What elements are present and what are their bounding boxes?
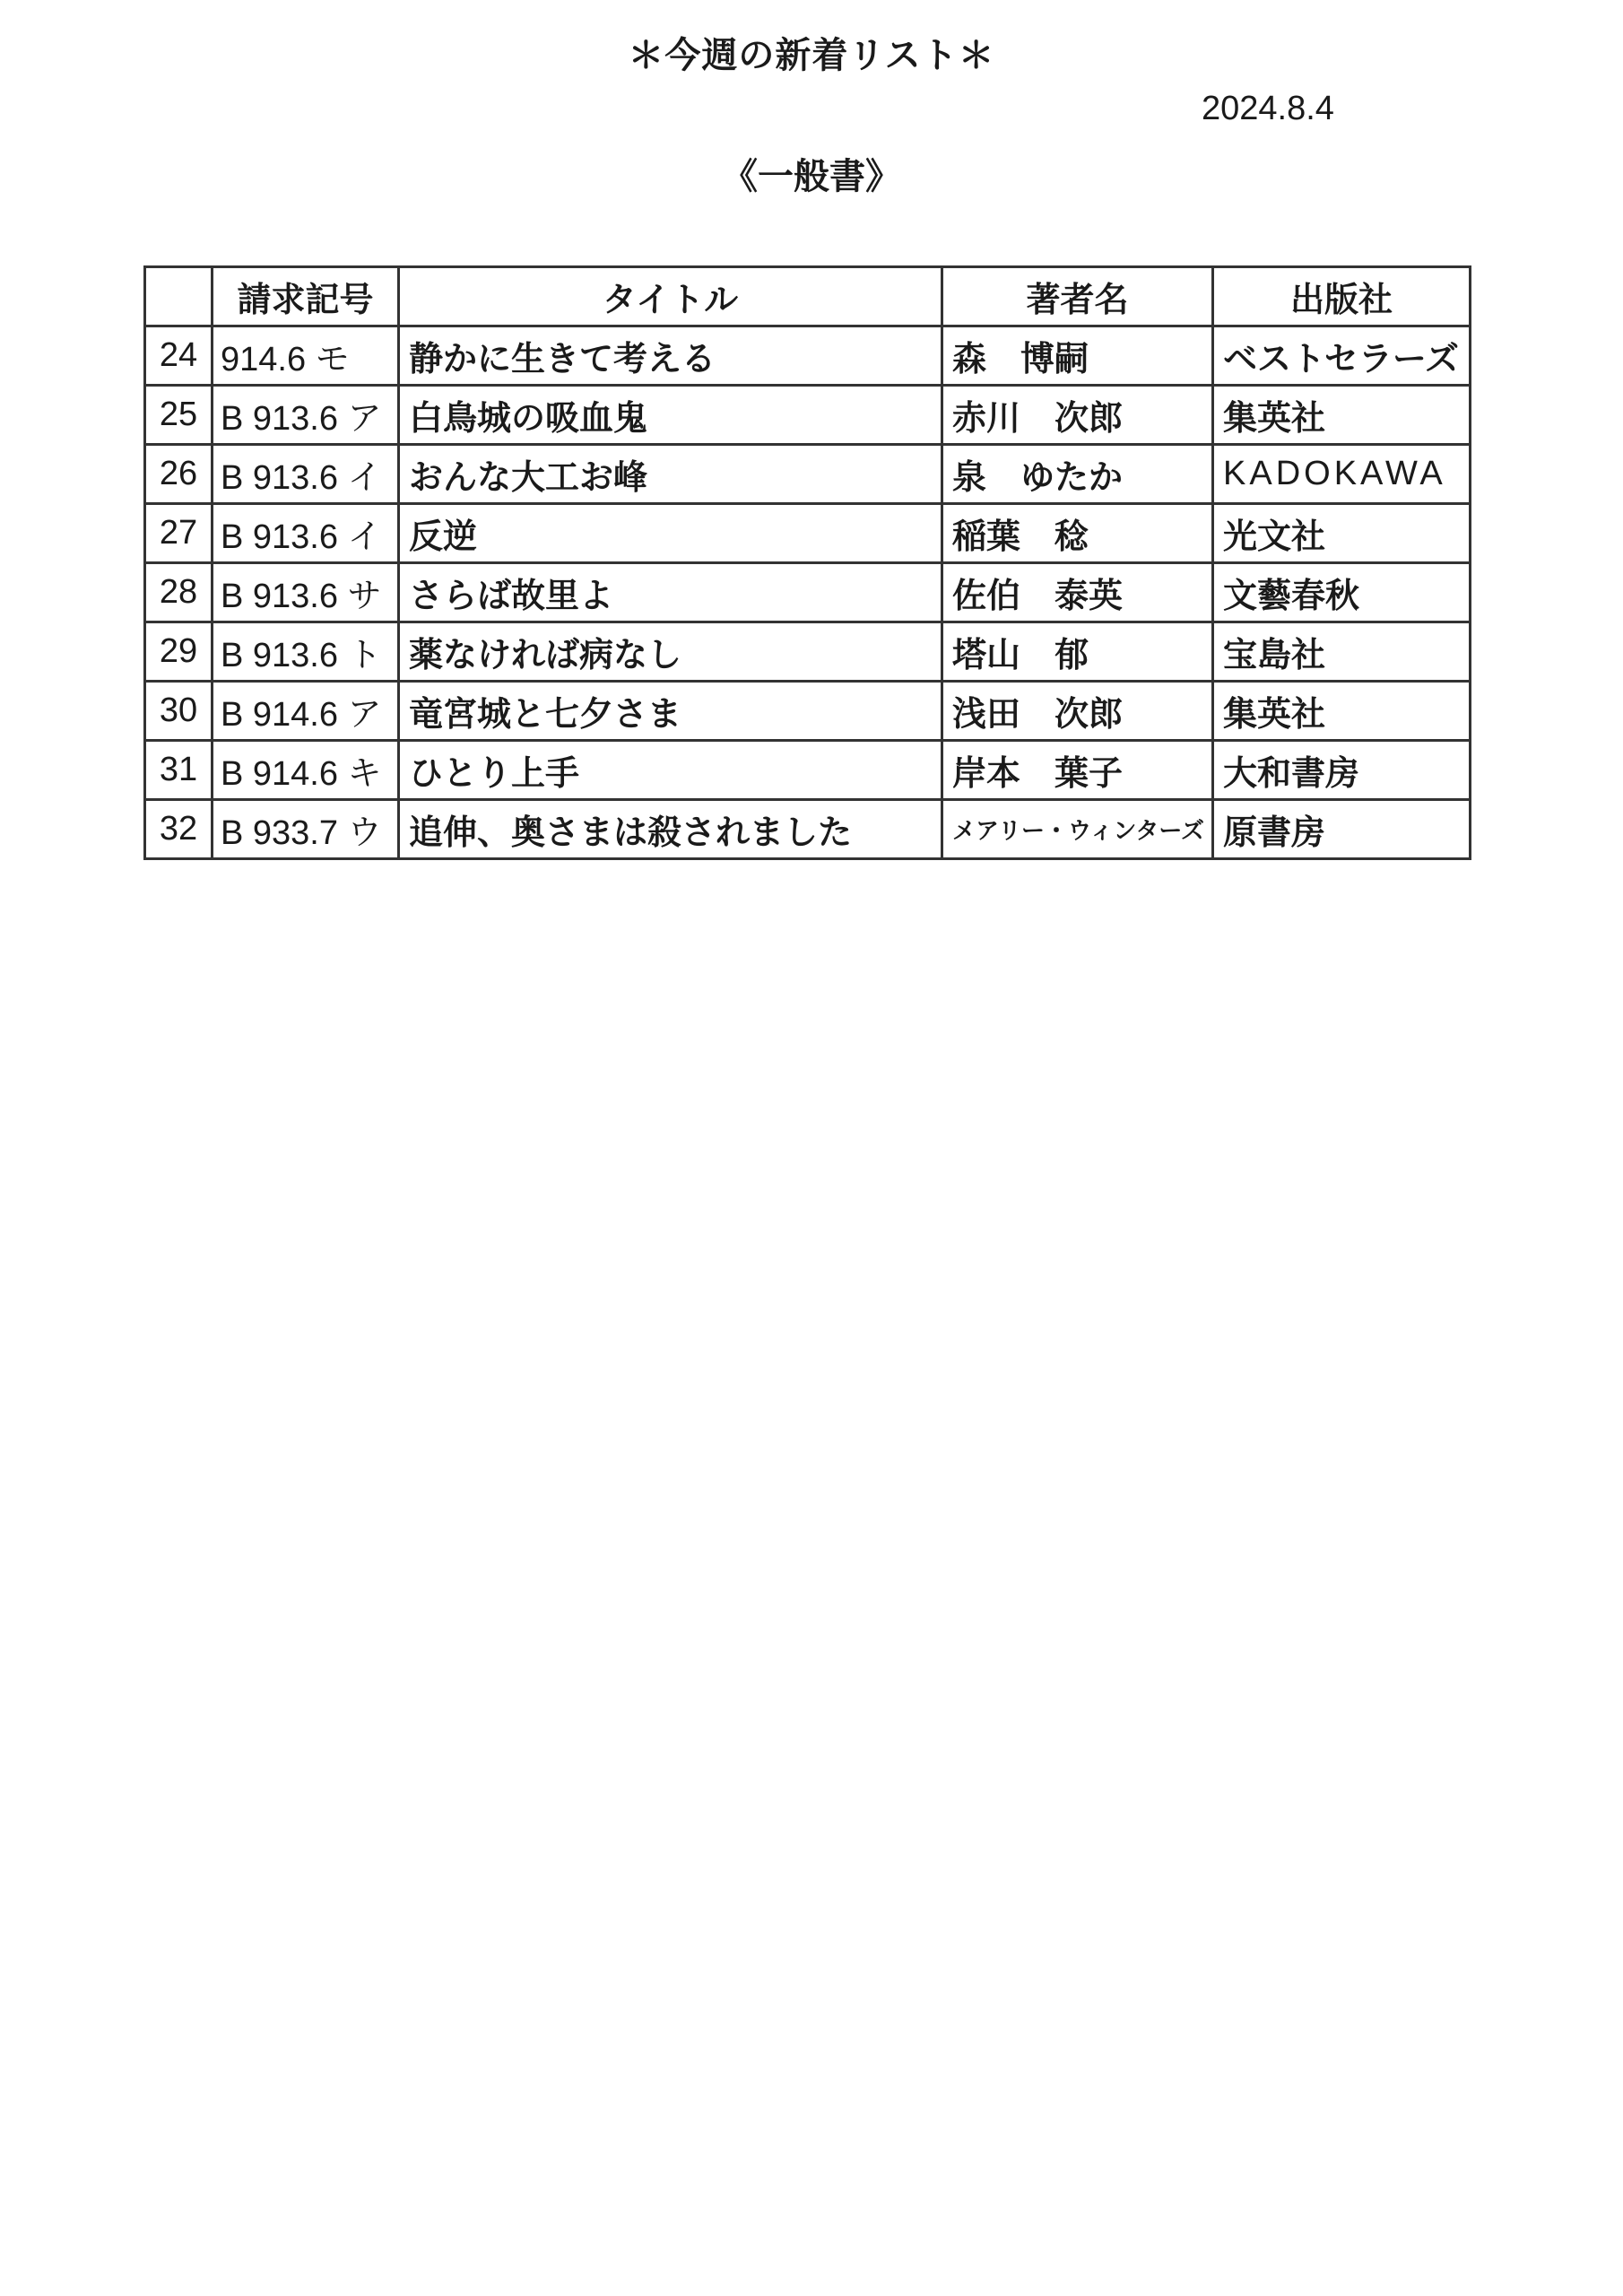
book-author: 塔山 郁: [942, 622, 1213, 682]
call-number: B 913.6 イ: [213, 445, 399, 504]
book-author: 佐伯 泰英: [942, 563, 1213, 622]
row-number: 28: [145, 563, 213, 622]
book-publisher: 原書房: [1213, 800, 1471, 859]
book-title: 追伸、奥さまは殺されました: [399, 800, 942, 859]
book-title: ひとり上手: [399, 741, 942, 800]
table-row: [145, 800, 1471, 859]
call-number: B 913.6 イ: [213, 504, 399, 563]
book-author: メアリー・ウィンターズ: [942, 800, 1213, 859]
book-title: 竜宮城と七夕さま: [399, 682, 942, 741]
row-number: 32: [145, 800, 213, 859]
table-row: [145, 445, 1471, 504]
book-title: さらば故里よ: [399, 563, 942, 622]
header-author: 著者名: [942, 267, 1213, 326]
header-number: [145, 267, 213, 326]
call-number: B 913.6 ア: [213, 386, 399, 445]
book-publisher: 集英社: [1213, 386, 1471, 445]
book-author: 赤川 次郎: [942, 386, 1213, 445]
row-number: 24: [145, 326, 213, 386]
section-title: 《一般書》: [722, 156, 901, 197]
table-row: [145, 622, 1471, 682]
book-author: 浅田 次郎: [942, 682, 1213, 741]
call-number: B 914.6 キ: [213, 741, 399, 800]
book-publisher: ベストセラーズ: [1213, 326, 1471, 386]
call-number: B 914.6 ア: [213, 682, 399, 741]
table-row: [145, 326, 1471, 386]
table-row: [145, 682, 1471, 741]
list-date: 2024.8.4: [1202, 90, 1334, 127]
header-publisher: 出版社: [1213, 267, 1471, 326]
row-number: 29: [145, 622, 213, 682]
book-publisher: KADOKAWA: [1213, 445, 1471, 504]
book-title: 薬なければ病なし: [399, 622, 942, 682]
row-number: 25: [145, 386, 213, 445]
table-row: [145, 504, 1471, 563]
book-title: おんな大工お峰: [399, 445, 942, 504]
call-number: B 933.7 ウ: [213, 800, 399, 859]
row-number: 27: [145, 504, 213, 563]
book-author: 森 博嗣: [942, 326, 1213, 386]
row-number: 30: [145, 682, 213, 741]
book-author: 泉 ゆたか: [942, 445, 1213, 504]
header-title: タイトル: [399, 267, 942, 326]
book-publisher: 文藝春秋: [1213, 563, 1471, 622]
book-title: 白鳥城の吸血鬼: [399, 386, 942, 445]
table-row: [145, 563, 1471, 622]
book-publisher: 光文社: [1213, 504, 1471, 563]
book-publisher: 大和書房: [1213, 741, 1471, 800]
book-publisher: 集英社: [1213, 682, 1471, 741]
call-number: 914.6 モ: [213, 326, 399, 386]
table-row: [145, 741, 1471, 800]
header-call-number: 請求記号: [213, 267, 399, 326]
book-author: 岸本 葉子: [942, 741, 1213, 800]
new-books-table: [143, 265, 1471, 860]
book-title: 反逆: [399, 504, 942, 563]
call-number: B 913.6 ト: [213, 622, 399, 682]
book-publisher: 宝島社: [1213, 622, 1471, 682]
row-number: 26: [145, 445, 213, 504]
row-number: 31: [145, 741, 213, 800]
page-title: ＊今週の新着リスト＊: [628, 35, 995, 76]
call-number: B 913.6 サ: [213, 563, 399, 622]
book-title: 静かに生きて考える: [399, 326, 942, 386]
table-header-row: [145, 267, 1471, 326]
book-author: 稲葉 稔: [942, 504, 1213, 563]
table-row: [145, 386, 1471, 445]
